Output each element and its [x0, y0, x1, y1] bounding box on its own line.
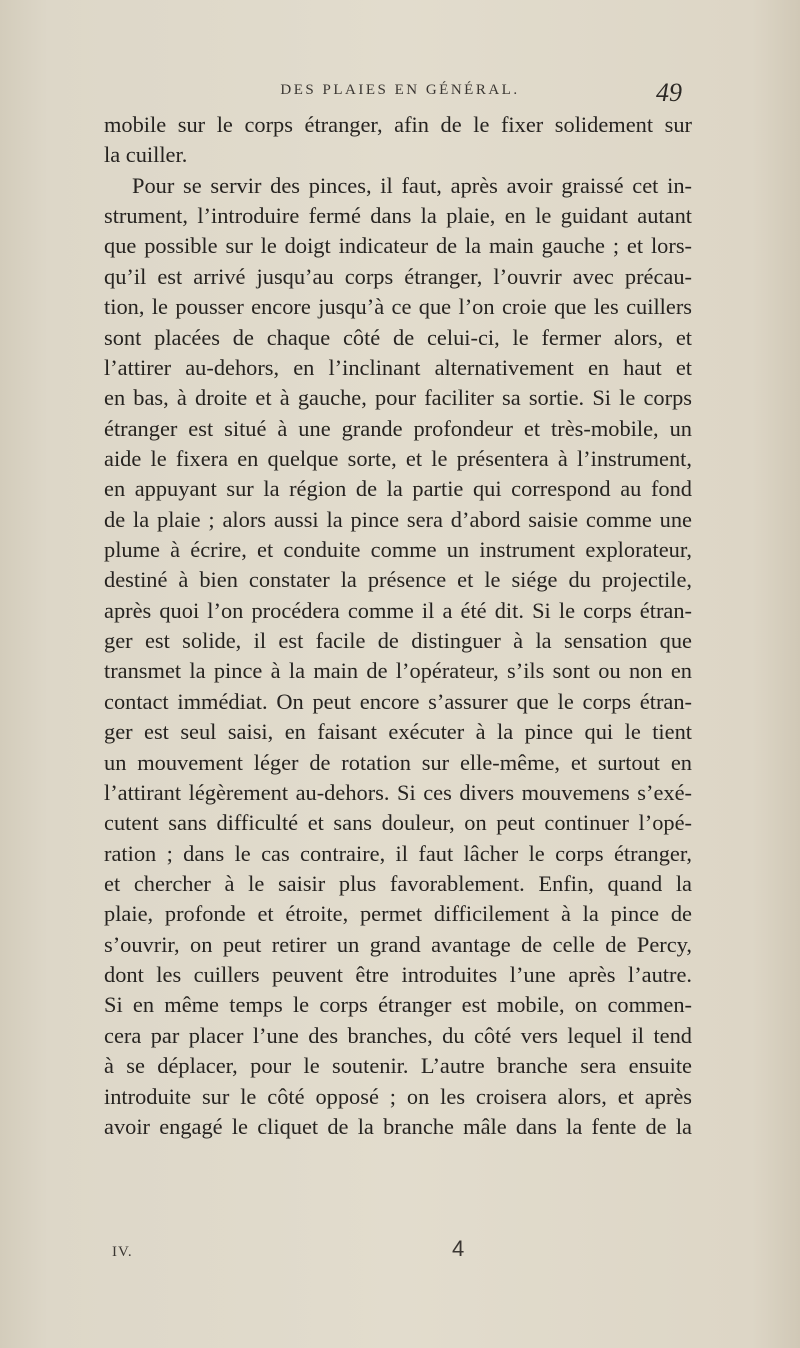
text-line: de la plaie ; alors aussi la pince sera d’abord saisie comme une — [104, 506, 692, 532]
text-line: et chercher à le saisir plus favorablement. Enfin, quand la — [104, 870, 692, 896]
text-line: après quoi l’on procédera comme il a été dit. Si le corps étran- — [104, 597, 692, 623]
text-line: plaie, profonde et étroite, permet difficilement à la pince de — [104, 901, 692, 927]
text-line: que possible sur le doigt indicateur de la main gauche ; et lors- — [104, 233, 692, 259]
text-line: étranger est situé à une grande profondeur et très-mobile, un — [104, 415, 692, 441]
text-line: ger est seul saisi, en faisant exécuter à la pince qui le tient — [104, 719, 692, 745]
text-line: transmet la pince à la main de l’opérateur, s’ils sont ou non en — [104, 658, 692, 684]
text-line: qu’il est arrivé jusqu’au corps étranger, l’ouvrir avec précau- — [104, 263, 692, 289]
running-head: DES PLAIES EN GÉNÉRAL. — [280, 82, 520, 98]
text-line: la cuiller. — [104, 142, 188, 168]
text-line: sont placées de chaque côté de celui-ci, le fermer alors, et — [104, 324, 692, 350]
text-line: un mouvement léger de rotation sur elle-même, et surtout en — [104, 749, 692, 775]
text-line: tion, le pousser encore jusqu’à ce que l’on croie que les cuillers — [104, 294, 692, 320]
text-line: cutent sans difficulté et sans douleur, on peut continuer l’opé- — [104, 810, 692, 836]
page-header — [0, 78, 800, 108]
text-line: plume à écrire, et conduite comme un instrument explorateur, — [104, 537, 692, 563]
text-line: introduite sur le côté opposé ; on les croisera alors, et après — [104, 1083, 692, 1109]
text-line: à se déplacer, pour le soutenir. L’autre branche sera ensuite — [104, 1053, 692, 1079]
text-line: s’ouvrir, on peut retirer un grand avantage de celle de Percy, — [104, 931, 692, 957]
text-line: avoir engagé le cliquet de la branche mâle dans la fente de la — [104, 1113, 692, 1139]
text-line: Si en même temps le corps étranger est mobile, on commen- — [104, 992, 692, 1018]
text-line: ger est solide, il est facile de distinguer à la sensation que — [104, 628, 692, 654]
text-line: Pour se servir des pinces, il faut, après avoir graissé cet in- — [132, 172, 692, 198]
body-text — [104, 110, 692, 1142]
text-line: destiné à bien constater la présence et le siége du projectile, — [104, 567, 692, 593]
page-footer — [0, 1236, 800, 1266]
signature-number: 4 — [452, 1236, 465, 1261]
text-line: ration ; dans le cas contraire, il faut lâcher le corps étranger, — [104, 840, 692, 866]
text-line: contact immédiat. On peut encore s’assurer que le corps étran- — [104, 688, 692, 714]
text-line: en appuyant sur la région de la partie qui correspond au fond — [104, 476, 692, 502]
text-line: l’attirer au-dehors, en l’inclinant alternativement en haut et — [104, 354, 692, 380]
page-number: 49 — [656, 78, 682, 107]
text-line: l’attirant légèrement au-dehors. Si ces divers mouvemens s’exé- — [104, 779, 692, 805]
text-line: strument, l’introduire fermé dans la plaie, en le guidant autant — [104, 203, 692, 229]
text-line: cera par placer l’une des branches, du côté vers lequel il tend — [104, 1022, 692, 1048]
text-line: en bas, à droite et à gauche, pour faciliter sa sortie. Si le corps — [104, 385, 692, 411]
text-line: dont les cuillers peuvent être introduites l’une après l’autre. — [104, 962, 692, 988]
text-line: mobile sur le corps étranger, afin de le fixer solidement sur — [104, 112, 692, 137]
text-line: aide le fixera en quelque sorte, et le présentera à l’instrument, — [104, 445, 692, 471]
signature-mark: IV. — [112, 1244, 133, 1260]
